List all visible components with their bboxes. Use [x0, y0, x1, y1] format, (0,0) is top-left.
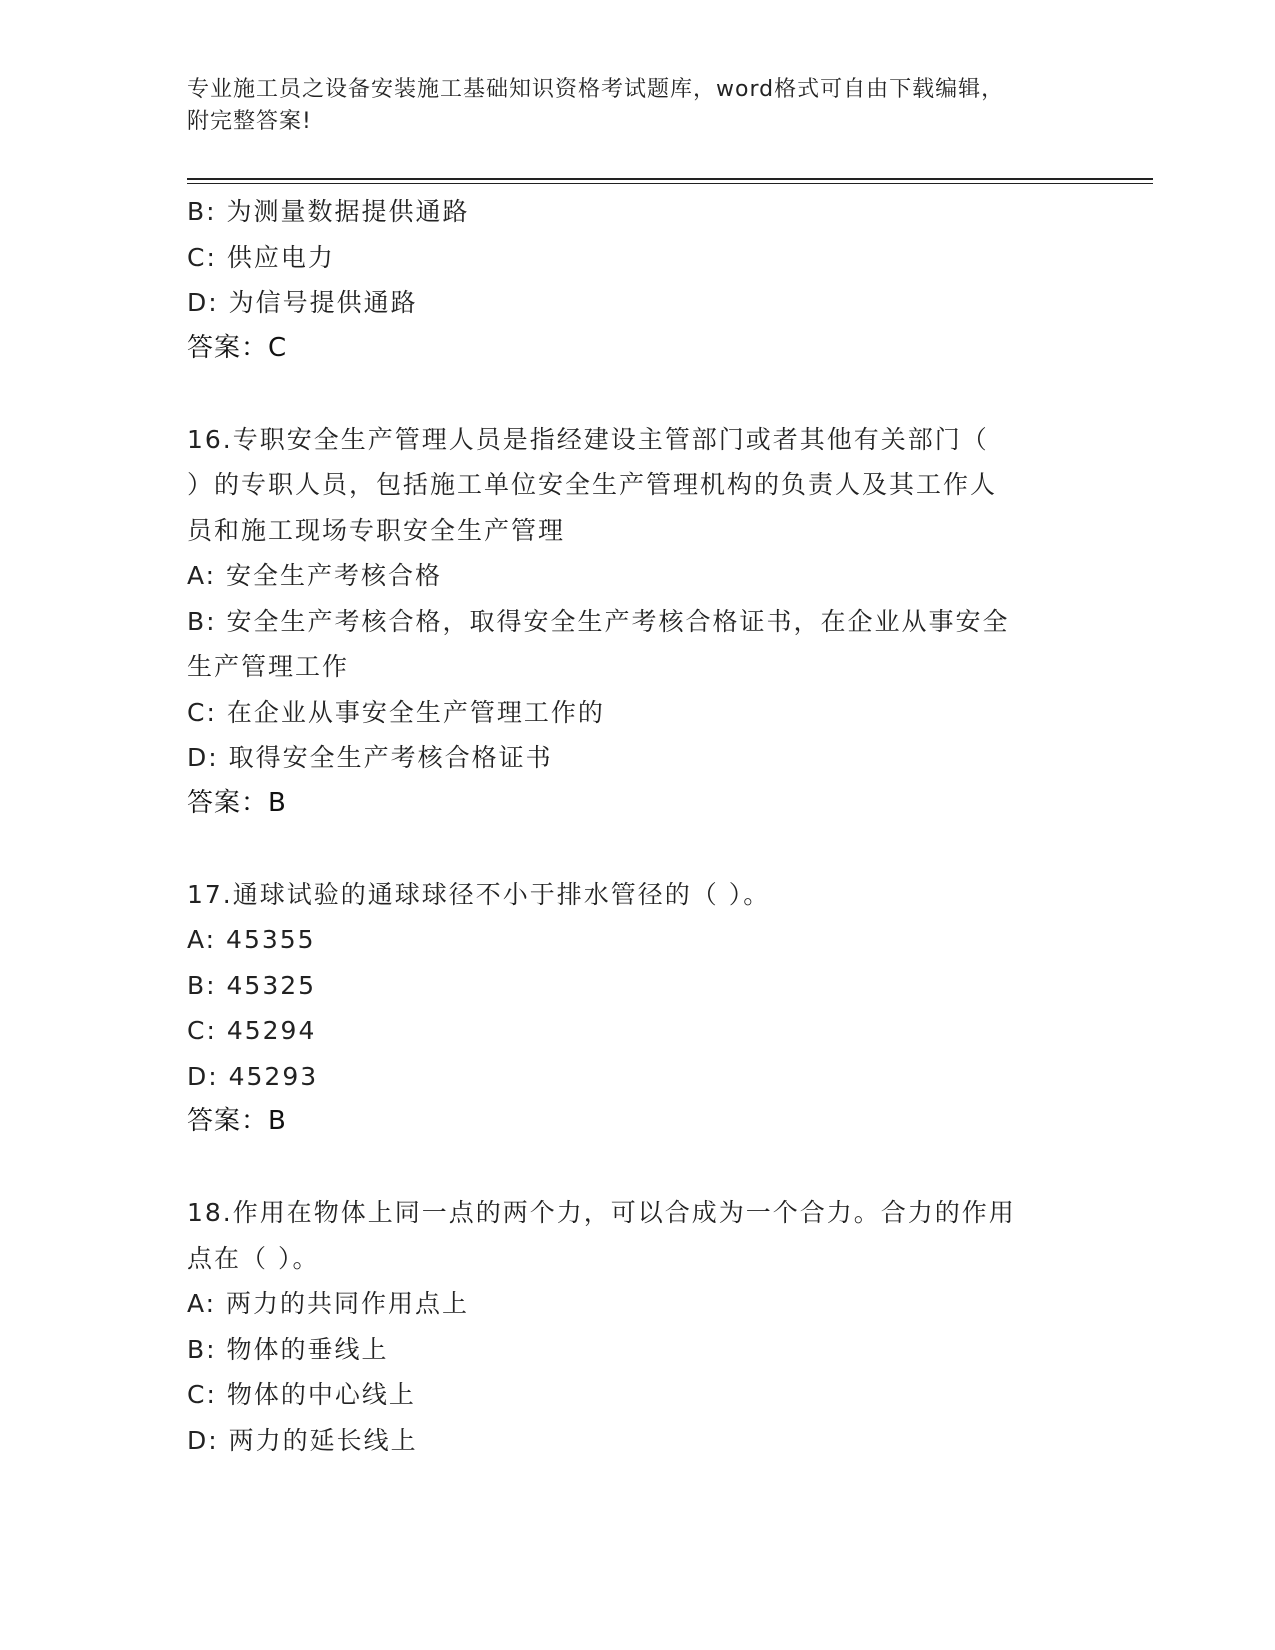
answer: 答案：C — [187, 332, 288, 363]
option-c: C: 供应电力 — [187, 242, 335, 272]
option-b-continued: 生产管理工作 — [187, 652, 350, 681]
option-d: D: 45293 — [187, 1061, 319, 1091]
question-stem: 员和施工现场专职安全生产管理 — [187, 515, 566, 545]
question-stem: 点在（ ）。 — [187, 1243, 320, 1273]
document-header — [187, 74, 1087, 138]
question-stem: 17.通球试验的通球球径不小于排水管径的（ ）。 — [187, 879, 771, 909]
option-b: B: 为测量数据提供通路 — [187, 197, 470, 226]
question-stem: 16.专职安全生产管理人员是指经建设主管部门或者其他有关部门（ — [187, 424, 989, 454]
option-c: C: 在企业从事安全生产管理工作的 — [187, 697, 605, 727]
question-content — [187, 189, 1087, 1463]
question-17 — [187, 872, 1087, 1145]
answer: 答案：B — [187, 787, 287, 818]
spacer — [187, 826, 1087, 872]
question-16 — [187, 417, 1087, 827]
option-a: A: 安全生产考核合格 — [187, 561, 443, 590]
spacer — [187, 1145, 1087, 1191]
question-15 — [187, 189, 1087, 371]
option-d: D: 取得安全生产考核合格证书 — [187, 743, 553, 772]
option-c: C: 物体的中心线上 — [187, 1380, 416, 1409]
option-a: A: 两力的共同作用点上 — [187, 1289, 470, 1318]
option-b: B: 安全生产考核合格，取得安全生产考核合格证书，在企业从事安全 — [187, 606, 1010, 636]
header-divider-thick — [187, 178, 1153, 180]
option-b: B: 45325 — [187, 970, 317, 1000]
option-a: A: 45355 — [187, 925, 316, 954]
question-stem: 18.作用在物体上同一点的两个力，可以合成为一个合力。合力的作用 — [187, 1198, 1016, 1227]
option-b: B: 物体的垂线上 — [187, 1334, 389, 1364]
option-d: D: 为信号提供通路 — [187, 288, 418, 317]
header-divider-thin — [187, 183, 1153, 184]
answer: 答案：B — [187, 1106, 287, 1136]
question-stem: ）的专职人员，包括施工单位安全生产管理机构的负责人及其工作人 — [187, 470, 998, 499]
option-d: D: 两力的延长线上 — [187, 1425, 418, 1455]
spacer — [187, 371, 1087, 417]
question-18 — [187, 1190, 1087, 1463]
header-line-2: 附完整答案! — [187, 109, 312, 134]
header-line-1: 专业施工员之设备安装施工基础知识资格考试题库，word格式可自由下载编辑， — [187, 77, 1005, 102]
option-c: C: 45294 — [187, 1016, 317, 1045]
